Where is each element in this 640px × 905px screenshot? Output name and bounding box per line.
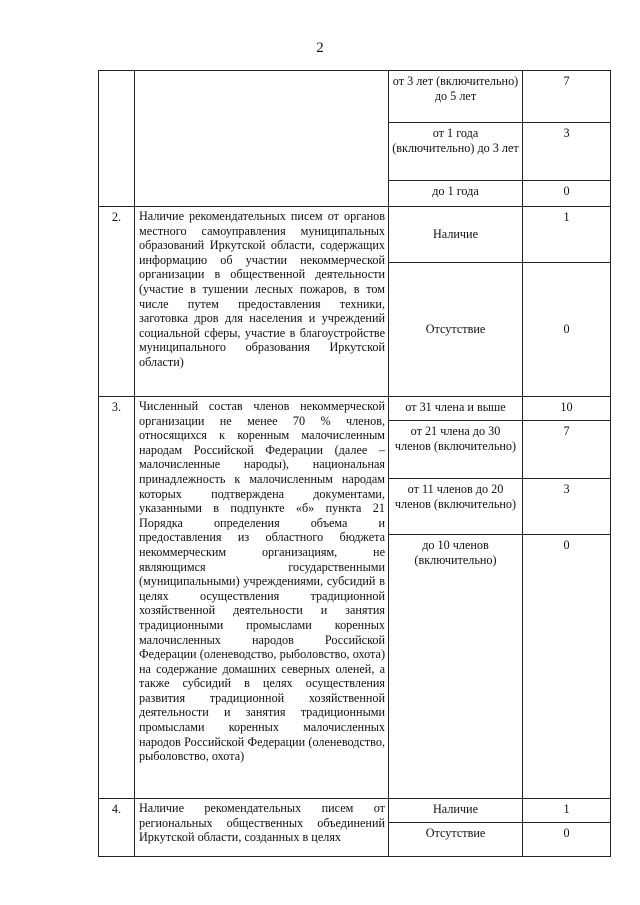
criterion-description [135, 71, 389, 207]
row-number: 3. [99, 397, 135, 799]
page-number: 2 [316, 40, 324, 56]
option-score: 3 [523, 479, 611, 535]
table-row [99, 397, 611, 421]
option-label: Отсутствие [389, 823, 523, 857]
option-score: 3 [523, 123, 611, 181]
option-score: 10 [523, 397, 611, 421]
option-score: 0 [523, 535, 611, 799]
criterion-description: Наличие рекомендательных писем от региональных общественных объединений Иркутской области, созданных в целях [135, 799, 389, 857]
table-row [99, 71, 611, 123]
option-score: 7 [523, 421, 611, 479]
option-score: 0 [523, 181, 611, 207]
option-label: от 21 члена до 30 членов (включительно) [389, 421, 523, 479]
option-label: до 1 года [389, 181, 523, 207]
criterion-description: Наличие рекомендательных писем от органов местного самоуправления муниципальных образований Иркутской области, содержащих информацию об участии некоммерческой организации в общественной деятельности (участие в тушении лесных пожаров, в том числе путем предоставления техники, заготовка дров для населения и учреждений социальной сферы, участие в благоустройстве муниципального образования Иркутской области) [135, 207, 389, 397]
criteria-table [98, 70, 611, 857]
option-label: Наличие [389, 799, 523, 823]
option-label: от 3 лет (включительно) до 5 лет [389, 71, 523, 123]
option-score: 1 [523, 799, 611, 823]
row-number: 4. [99, 799, 135, 857]
row-number [99, 71, 135, 207]
table-row [99, 799, 611, 823]
option-score: 0 [523, 823, 611, 857]
option-label: Отсутствие [389, 263, 523, 397]
option-label: от 11 членов до 20 членов (включительно) [389, 479, 523, 535]
table-row [99, 207, 611, 263]
option-label: до 10 членов (включительно) [389, 535, 523, 799]
row-number: 2. [99, 207, 135, 397]
option-label: Наличие [389, 207, 523, 263]
option-label: от 1 года (включительно) до 3 лет [389, 123, 523, 181]
option-score: 0 [523, 263, 611, 397]
option-score: 1 [523, 207, 611, 263]
criterion-description: Численный состав членов некоммерческой организации не менее 70 % членов, относящихся к коренным малочисленным народам Российской Федерации (далее – малочисленные народы), национальная принадлежность к малочисленным народам которых подтверждена документами, указанными в подпункте «б» пункта 21 Порядка определения объема и предоставления из областного бюджета некоммерческим организациям, не являющимся государственными (муниципальными) учреждениями, субсидий в целях осуществления традиционной хозяйственной деятельности и занятия традиционными промыслами коренных малочисленных народов Российской Федерации (оленеводство, рыболовство, охота) на содержание домашних северных оленей, а также субсидий в целях осуществления развития традиционной хозяйственной деятельности и занятия традиционными промыслами коренных малочисленных народов Российской Федерации (оленеводство, рыболовство, охота) [135, 397, 389, 799]
option-score: 7 [523, 71, 611, 123]
option-label: от 31 члена и выше [389, 397, 523, 421]
